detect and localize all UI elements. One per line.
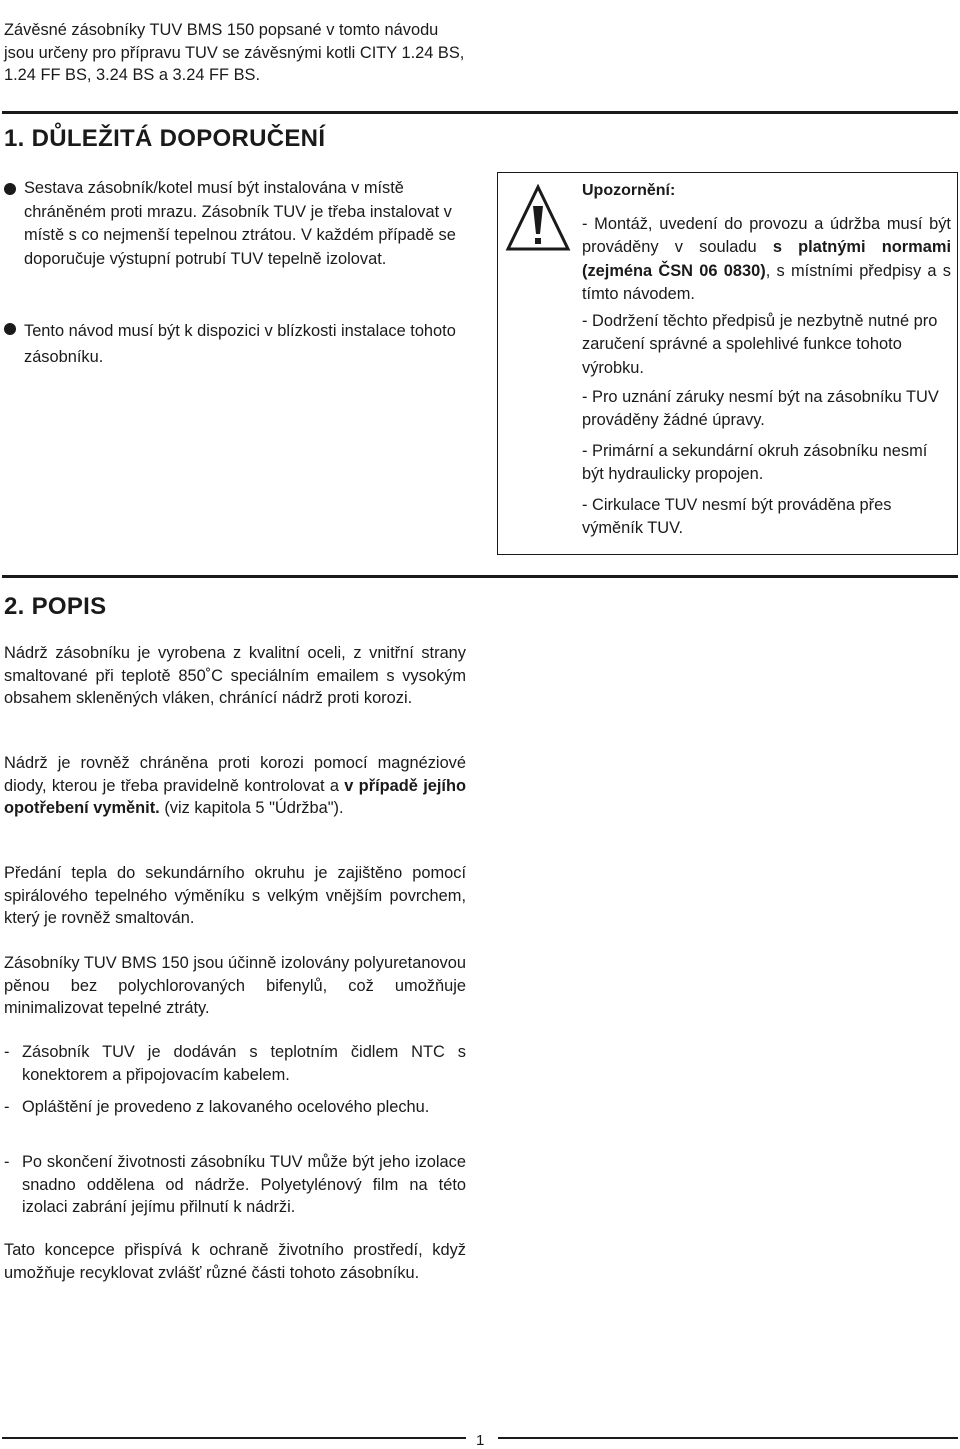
warning-item-1-text: - Montáž, uvedení do provozu a údržba musí být prováděny v souladu	[582, 215, 951, 257]
section-2-paragraph-3: Předání tepla do sekundárního okruhu je zajištěno pomocí spirálového tepelného výměníku s velkým vnějším povrchem, který je rovněž smaltován.	[4, 864, 466, 927]
section-1-rule	[2, 111, 958, 114]
section-2-paragraph-1: Nádrž zásobníku je vyrobena z kvalitní oceli, z vnitřní strany smaltované při teplotě 850˚C speciálním emailem s vysokým obsahem skleněných vláken, chránící nádrž proti korozi.	[4, 644, 466, 707]
warning-item-3: - Pro uznání záruky nesmí být na zásobníku TUV prováděny žádné úpravy.	[582, 388, 939, 430]
list-item-text: Po skončení životnosti zásobníku TUV může být jeho izolace snadno oddělena od nádrže. Polyetylénový film na této izolaci zabrání jejímu přilnutí k nádrži.	[22, 1153, 466, 1216]
warning-item-1-post: , s místními předpisy a s tímto návodem.	[582, 261, 951, 304]
p2-post: (viz kapitola 5 "Údržba").	[164, 799, 344, 817]
footer-rule-right	[498, 1437, 958, 1439]
bullet-item-1: Sestava zásobník/kotel musí být instalována v místě chráněném proti mrazu. Zásobník TUV je třeba instalovat v místě s co nejmenší tepelnou ztrátou. V každém případě se doporučuje výstupní potrubí TUV tepelně izolovat.	[24, 179, 456, 268]
section-2-paragraph-2	[4, 752, 466, 820]
page-number: 1	[476, 1432, 485, 1449]
list-item	[4, 1151, 466, 1221]
section-2-title: 2. POPIS	[4, 593, 107, 620]
warning-item-2: - Dodržení těchto předpisů je nezbytně nutné pro zaručení správné a spolehlivé funkce tohoto výrobku.	[582, 312, 938, 377]
warning-title: Upozornění:	[582, 182, 676, 199]
p2-text: Nádrž je rovněž chráněna proti korozi pomocí magnéziové diody, kterou je třeba pravidelně kontrolovat a	[4, 754, 466, 795]
dash-mark: -	[4, 1043, 10, 1061]
section-2-rule	[2, 575, 958, 578]
list-item	[4, 1041, 466, 1087]
list-item-text: Zásobník TUV je dodáván s teplotním čidlem NTC s konektorem a připojovacím kabelem.	[22, 1043, 466, 1084]
list-item	[4, 1096, 466, 1142]
footer-rule-left	[2, 1437, 466, 1439]
warning-item-4: - Primární a sekundární okruh zásobníku nesmí být hydraulicky propojen.	[582, 442, 928, 484]
dash-mark: -	[4, 1098, 10, 1116]
section-2-paragraph-5: Tato koncepce přispívá k ochraně životního prostředí, když umožňuje recyklovat zvlášť různé části tohoto zásobníku.	[4, 1241, 466, 1282]
dash-mark: -	[4, 1153, 10, 1171]
list-item-text: Opláštění je provedeno z lakovaného ocelového plechu.	[22, 1098, 430, 1116]
intro-paragraph: Závěsné zásobníky TUV BMS 150 popsané v tomto návodu jsou určeny pro přípravu TUV se závěsnými kotli CITY 1.24 BS, 1.24 FF BS, 3.24 BS a 3.24 FF BS.	[4, 21, 465, 84]
section-2-paragraph-4: Zásobníky TUV BMS 150 jsou účinně izolovány polyuretanovou pěnou bez polychlorovaných bifenylů, což umožňuje minimalizovat tepelné ztráty.	[4, 954, 466, 1017]
bullet-icon	[4, 183, 16, 195]
p2-bold: v případě jejího opotřebení vyměnit.	[4, 776, 466, 817]
exclamation-triangle-icon	[505, 184, 571, 254]
warning-item-1	[582, 213, 951, 307]
bullet-icon	[4, 323, 16, 335]
warning-item-1-bold: s platnými normami (zejména ČSN 06 0830)	[582, 238, 951, 280]
warning-item-5: - Cirkulace TUV nesmí být prováděna přes výměník TUV.	[582, 496, 892, 538]
bullet-item-2: Tento návod musí být k dispozici v blízkosti instalace tohoto zásobníku.	[24, 322, 456, 366]
section-1-title: 1. DŮLEŽITÁ DOPORUČENÍ	[4, 125, 326, 152]
